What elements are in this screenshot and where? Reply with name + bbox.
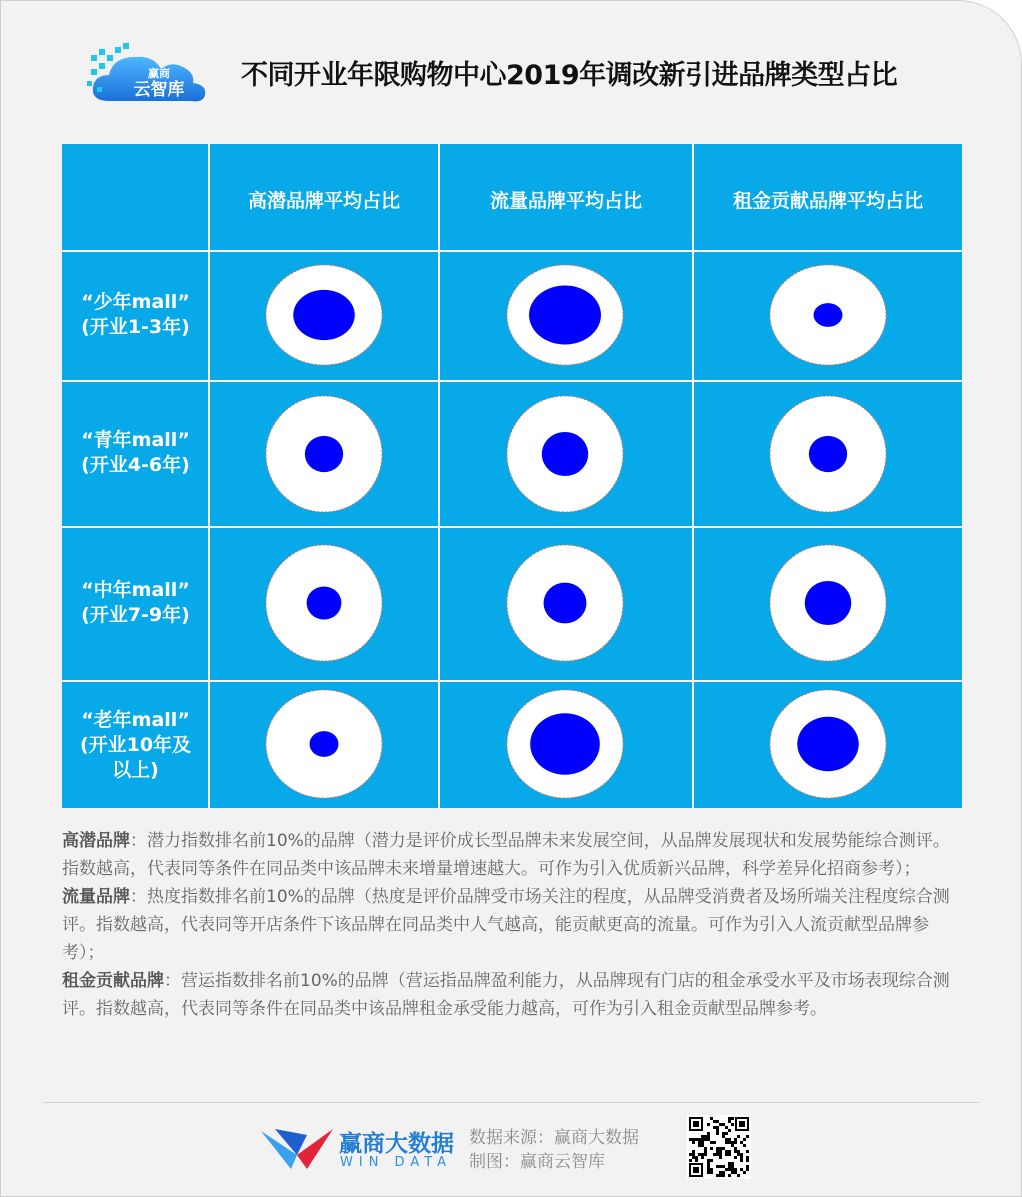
definition-item: 高潜品牌：潜力指数排名前10%的品牌（潜力是评价成长型品牌未来发展空间，从品牌发展现状和发展势能综合测评。指数越高，代表同等条件在同品类中该品牌未来增量增速越大。可作为引入优质新兴品牌，科学差异化招商参考）； [62, 831, 950, 879]
comparison-table [62, 144, 962, 808]
column-header: 租金贡献品牌平均占比 [732, 190, 923, 212]
column-header: 高潜品牌平均占比 [247, 190, 400, 212]
row-header: “中年mall” (开业7-9年) [81, 579, 190, 626]
share-bubble [530, 713, 600, 775]
share-bubble [797, 717, 858, 771]
definition-item: 流量品牌：热度指数排名前10%的品牌（热度是评价品牌受市场关注的程度，从品牌受消费者及场所端关注程度综合测评。指数越高，代表同等开店条件下该品牌在同品类中人气越高，能贡献更高的流量。可作为引入人流贡献型品牌参考）； [62, 887, 950, 963]
share-bubble [542, 432, 588, 476]
share-bubble [293, 290, 354, 340]
logo-text: 赢商 云智库 [133, 67, 185, 100]
share-bubble [809, 436, 847, 472]
share-bubble [805, 581, 851, 625]
definitions [62, 827, 952, 1023]
definition-item: 租金贡献品牌：营运指数排名前10%的品牌（营运指品牌盈利能力，从品牌现有门店的租金承受水平及市场表现综合测评。指数越高，代表同等条件在同品类中该品牌租金承受能力越高，可作为引入租金贡献型品牌参考。 [62, 971, 950, 1019]
chart-title: 不同开业年限购物中心2019年调改新引进品牌类型占比 [241, 60, 898, 91]
share-bubble [310, 731, 339, 757]
row-header: “老年mall” (开业10年及 以上) [79, 709, 192, 781]
share-bubble [305, 436, 343, 472]
brand-name-en: WIN DATA [340, 1155, 453, 1170]
qr-code-icon [687, 1115, 751, 1179]
brand-name: 赢商大数据 [339, 1131, 454, 1157]
bubble-cells [62, 144, 962, 808]
column-header: 流量品牌平均占比 [489, 190, 642, 212]
share-bubble [544, 583, 587, 624]
source-info: 数据来源：赢商大数据 制图：赢商云智库 [469, 1128, 639, 1172]
share-bubble [307, 586, 342, 619]
row-header: “少年mall” (开业1-3年) [81, 291, 190, 338]
footer-divider [43, 1102, 979, 1103]
row-header: “青年mall” (开业4-6年) [81, 429, 190, 476]
share-bubble [814, 303, 843, 327]
share-bubble [529, 286, 601, 345]
windata-logo-icon [261, 1125, 333, 1173]
